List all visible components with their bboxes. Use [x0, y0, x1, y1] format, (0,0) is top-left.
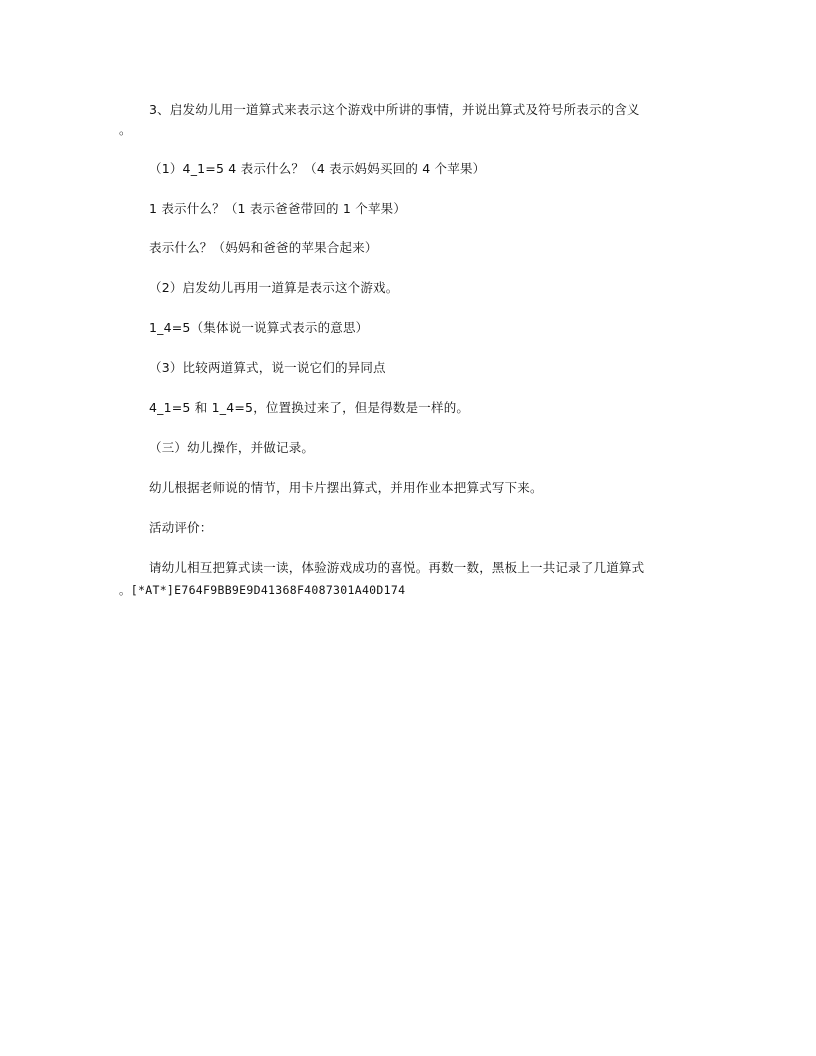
paragraph-evaluation: 请幼儿相互把算式读一读，体验游戏成功的喜悦。再数一数，黑板上一共记录了几道算式: [149, 560, 645, 575]
paragraph-compare-result: 4_1=5 和 1_4=5，位置换过来了，但是得数是一样的。: [149, 400, 470, 415]
paragraph-compare: （3）比较两道算式，说一说它们的异同点: [149, 360, 386, 375]
paragraph-meaning-sum: 表示什么？（妈妈和爸爸的苹果合起来）: [149, 240, 378, 255]
paragraph-step-2: （2）启发幼儿再用一道算是表示这个游戏。: [149, 280, 399, 295]
paragraph-formula-1: （1）4_1=5 4 表示什么？（4 表示妈妈买回的 4 个苹果）: [149, 161, 486, 176]
paragraph-operation: 幼儿根据老师说的情节，用卡片摆出算式，并用作业本把算式写下来。: [149, 480, 543, 495]
paragraph-step-3: 3、启发幼儿用一道算式来表示这个游戏中所讲的事情，并说出算式及符号所表示的含义: [149, 102, 640, 117]
paragraph-section-3: （三）幼儿操作，并做记录。: [149, 440, 315, 455]
paragraph-evaluation-continuation: 。[*AT*]E764F9BB9E9D41368F4087301A40D174: [119, 583, 406, 597]
paragraph-formula-2: 1_4=5（集体说一说算式表示的意思）: [149, 320, 369, 335]
paragraph-evaluation-heading: 活动评价：: [149, 520, 213, 535]
paragraph-step-3-continuation: 。: [119, 122, 132, 137]
paragraph-meaning-1: 1 表示什么？（1 表示爸爸带回的 1 个苹果）: [149, 201, 407, 216]
